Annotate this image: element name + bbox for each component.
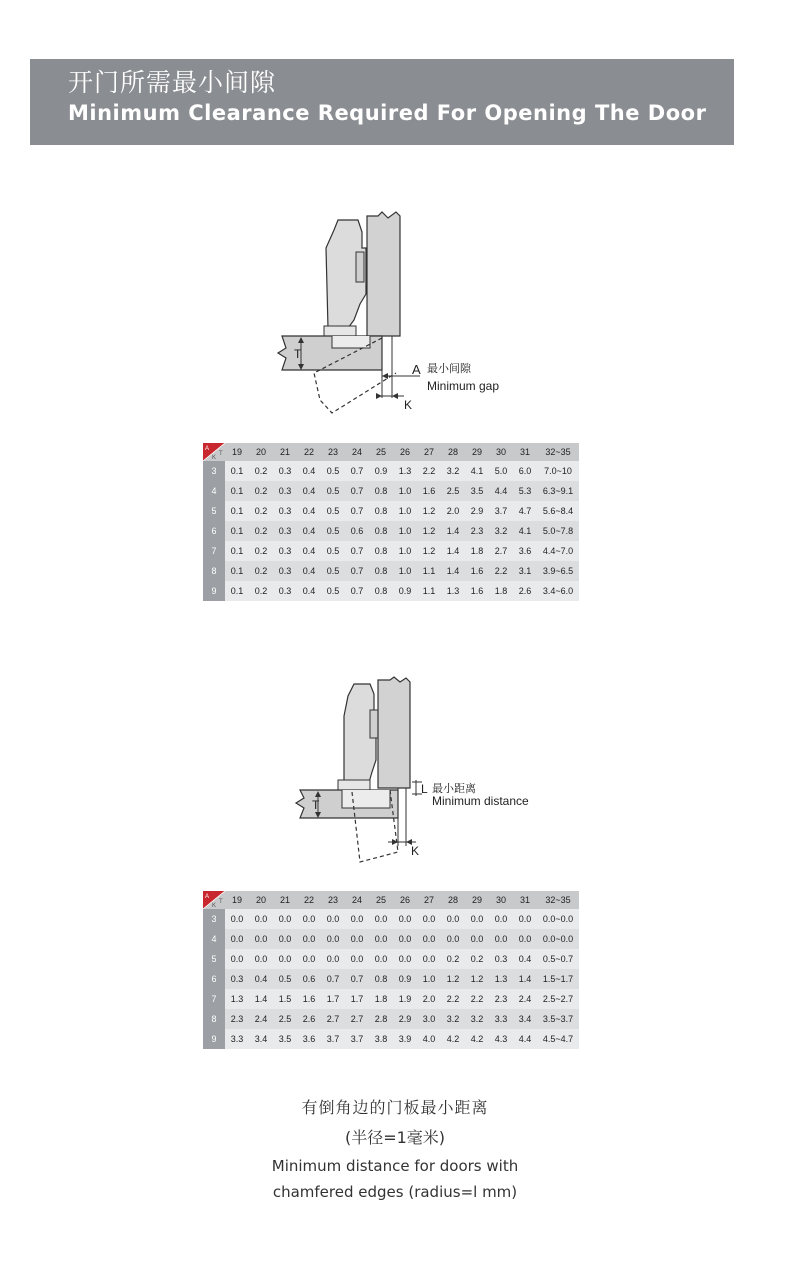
table-cell: 0.0 xyxy=(297,929,321,949)
table-cell: 0.1 xyxy=(225,481,249,501)
table-row xyxy=(203,1029,579,1049)
table-cell: 3.6 xyxy=(513,541,537,561)
table-cell: 2.5~2.7 xyxy=(537,989,579,1009)
table-cell: 0.0 xyxy=(321,909,345,929)
row-header-k: 9 xyxy=(203,581,225,601)
column-header: 30 xyxy=(489,891,513,909)
column-header: 29 xyxy=(465,891,489,909)
table-cell: 0.1 xyxy=(225,501,249,521)
table-cell: 2.2 xyxy=(417,461,441,481)
table-cell: 0.7 xyxy=(345,541,369,561)
column-header: 26 xyxy=(393,443,417,461)
table-row xyxy=(203,909,579,929)
table-cell: 0.4 xyxy=(297,521,321,541)
table-cell: 0.7 xyxy=(345,969,369,989)
hinge-distance-diagram xyxy=(290,676,550,872)
table-cell: 0.1 xyxy=(225,541,249,561)
column-header: 24 xyxy=(345,443,369,461)
table-cell: 1.8 xyxy=(369,989,393,1009)
table-cell: 2.6 xyxy=(513,581,537,601)
table-cell: 0.1 xyxy=(225,521,249,541)
table-row xyxy=(203,461,579,481)
caption-en-line2: chamfered edges (radius=l mm) xyxy=(272,1183,518,1201)
table-cell: 1.4 xyxy=(249,989,273,1009)
table-cell: 0.7 xyxy=(345,581,369,601)
table-cell: 0.0 xyxy=(489,929,513,949)
table-cell: 0.2 xyxy=(249,541,273,561)
table-cell: 0.2 xyxy=(249,521,273,541)
table-cell: 3.2 xyxy=(465,1009,489,1029)
table-cell: 0.0 xyxy=(513,929,537,949)
table-cell: 3.8 xyxy=(369,1029,393,1049)
column-header: 31 xyxy=(513,891,537,909)
table-cell: 0.0 xyxy=(249,949,273,969)
table-cell: 0.3 xyxy=(273,581,297,601)
row-header-k: 5 xyxy=(203,501,225,521)
table-cell: 0.4 xyxy=(297,501,321,521)
table-cell: 0.4 xyxy=(297,541,321,561)
column-header: 21 xyxy=(273,891,297,909)
table-cell: 0.2 xyxy=(249,461,273,481)
table-cell: 0.4 xyxy=(297,481,321,501)
table-cell: 2.3 xyxy=(489,989,513,1009)
table-cell: 3.5 xyxy=(465,481,489,501)
table-cell: 3.7 xyxy=(489,501,513,521)
table-cell: 0.0 xyxy=(273,909,297,929)
table-cell: 0.7 xyxy=(321,969,345,989)
table-cell: 0.8 xyxy=(369,501,393,521)
table-cell: 0.3 xyxy=(273,521,297,541)
table-cell: 2.7 xyxy=(321,1009,345,1029)
column-header: 23 xyxy=(321,443,345,461)
table-cell: 0.2 xyxy=(249,501,273,521)
table-cell: 3.4 xyxy=(513,1009,537,1029)
table-cell: 0.3 xyxy=(273,501,297,521)
table-row xyxy=(203,949,579,969)
table-cell: 1.2 xyxy=(417,541,441,561)
table-row xyxy=(203,581,579,601)
row-header-k: 4 xyxy=(203,481,225,501)
table-cell: 2.3 xyxy=(465,521,489,541)
caption-en-line1: Minimum distance for doors with xyxy=(271,1157,519,1175)
table-cell: 0.4 xyxy=(297,581,321,601)
row-header-k: 4 xyxy=(203,929,225,949)
table-cell: 0.5 xyxy=(321,501,345,521)
table-cell: 0.3 xyxy=(225,969,249,989)
table-cell: 4.1 xyxy=(465,461,489,481)
table-cell: 0.4 xyxy=(297,461,321,481)
table-cell: 1.8 xyxy=(489,581,513,601)
k-dimension-label: K xyxy=(411,844,420,858)
table-row xyxy=(203,929,579,949)
table-row xyxy=(203,501,579,521)
corner-t-label: T xyxy=(219,899,223,905)
table-cell: 3.0 xyxy=(417,1009,441,1029)
table-cell: 0.0 xyxy=(369,909,393,929)
table-cell: 0.1 xyxy=(225,581,249,601)
table-cell: 1.6 xyxy=(465,561,489,581)
table-cell: 4.4 xyxy=(489,481,513,501)
table-cell: 3.4 xyxy=(249,1029,273,1049)
table-cell: 2.7 xyxy=(345,1009,369,1029)
a-dimension-label: A xyxy=(412,362,421,377)
table-row xyxy=(203,969,579,989)
column-header: 22 xyxy=(297,891,321,909)
row-header-k: 7 xyxy=(203,541,225,561)
row-header-k: 7 xyxy=(203,989,225,1009)
table-cell: 0.0 xyxy=(345,949,369,969)
row-header-k: 6 xyxy=(203,969,225,989)
min-gap-note-zh: 最小间隙 xyxy=(427,363,471,375)
table-cell: 0.8 xyxy=(369,481,393,501)
table-cell: 3.9~6.5 xyxy=(537,561,579,581)
table-cell: 0.5 xyxy=(321,461,345,481)
table-cell: 0.4 xyxy=(513,949,537,969)
column-header: 31 xyxy=(513,443,537,461)
table-cell: 1.0 xyxy=(393,521,417,541)
table-cell: 0.3 xyxy=(489,949,513,969)
table-cell: 1.4 xyxy=(441,541,465,561)
table-cell: 0.0 xyxy=(441,909,465,929)
table-cell: 2.4 xyxy=(249,1009,273,1029)
table-cell: 1.0 xyxy=(393,501,417,521)
table-cell: 0.0 xyxy=(321,949,345,969)
table-cell: 6.0 xyxy=(513,461,537,481)
table-cell: 0.6 xyxy=(297,969,321,989)
table-cell: 2.7 xyxy=(489,541,513,561)
table-cell: 0.7 xyxy=(345,501,369,521)
table-cell: 4.1 xyxy=(513,521,537,541)
table-cell: 0.2 xyxy=(465,949,489,969)
table-cell: 0.4 xyxy=(249,969,273,989)
table-cell: 0.6 xyxy=(345,521,369,541)
table-cell: 0.0 xyxy=(393,909,417,929)
table-cell: 0.0~0.0 xyxy=(537,929,579,949)
column-header: 23 xyxy=(321,891,345,909)
table-cell: 2.0 xyxy=(441,501,465,521)
table-cell: 0.0 xyxy=(393,929,417,949)
row-header-k: 8 xyxy=(203,1009,225,1029)
table-cell: 4.0 xyxy=(417,1029,441,1049)
table-cell: 3.9 xyxy=(393,1029,417,1049)
min-distance-table xyxy=(203,891,579,1049)
column-header: 32~35 xyxy=(537,891,579,909)
table-cell: 0.0 xyxy=(225,949,249,969)
table-cell: 4.3 xyxy=(489,1029,513,1049)
table-cell: 5.0 xyxy=(489,461,513,481)
table-cell: 3.2 xyxy=(489,521,513,541)
column-header: 20 xyxy=(249,443,273,461)
row-header-k: 5 xyxy=(203,949,225,969)
caption-zh-radius: (半径=1毫米) xyxy=(344,1128,446,1147)
table-cell: 7.0~10 xyxy=(537,461,579,481)
row-header-k: 8 xyxy=(203,561,225,581)
table-cell: 0.2 xyxy=(249,561,273,581)
table-cell: 1.3 xyxy=(441,581,465,601)
table-cell: 0.0 xyxy=(345,929,369,949)
table-cell: 0.2 xyxy=(441,949,465,969)
corner-a-label: A xyxy=(205,894,210,900)
table-cell: 1.1 xyxy=(417,561,441,581)
page-title-zh: 开门所需最小间隙 xyxy=(68,68,277,97)
table-cell: 1.6 xyxy=(417,481,441,501)
column-header: 19 xyxy=(225,891,249,909)
table-cell: 0.0 xyxy=(225,929,249,949)
table-cell: 1.1 xyxy=(417,581,441,601)
table-cell: 5.3 xyxy=(513,481,537,501)
min-gap-note-en: Minimum gap xyxy=(427,379,500,393)
table-cell: 0.2 xyxy=(249,581,273,601)
table-cell: 2.6 xyxy=(297,1009,321,1029)
table-cell: 3.7 xyxy=(345,1029,369,1049)
min-gap-table xyxy=(203,443,579,601)
k-dimension-label: K xyxy=(404,398,413,412)
table-cell: 2.8 xyxy=(369,1009,393,1029)
table-cell: 0.5 xyxy=(321,581,345,601)
table-cell: 0.5 xyxy=(321,541,345,561)
row-header-k: 9 xyxy=(203,1029,225,1049)
table-cell: 0.8 xyxy=(369,541,393,561)
table-cell: 0.0 xyxy=(297,949,321,969)
table-cell: 2.9 xyxy=(393,1009,417,1029)
hinge-gap-diagram xyxy=(270,208,530,420)
table-cell: 0.7 xyxy=(345,561,369,581)
table-cell: 0.0 xyxy=(369,949,393,969)
table-cell: 4.7 xyxy=(513,501,537,521)
table-cell: 0.0 xyxy=(249,929,273,949)
table-cell: 0.8 xyxy=(369,581,393,601)
t-dimension-label: T xyxy=(312,798,320,812)
table-cell: 3.4~6.0 xyxy=(537,581,579,601)
table-cell: 0.0 xyxy=(417,929,441,949)
table-row xyxy=(203,541,579,561)
table-cell: 0.2 xyxy=(249,481,273,501)
t-dimension-label: T xyxy=(294,347,302,361)
table-cell: 0.0 xyxy=(321,929,345,949)
column-header: 26 xyxy=(393,891,417,909)
table-cell: 0.0 xyxy=(345,909,369,929)
table-cell: 1.5~1.7 xyxy=(537,969,579,989)
table-cell: 1.6 xyxy=(297,989,321,1009)
table-cell: 2.5 xyxy=(441,481,465,501)
table-cell: 2.4 xyxy=(513,989,537,1009)
table-cell: 0.9 xyxy=(393,969,417,989)
table-cell: 1.7 xyxy=(345,989,369,1009)
table-cell: 1.2 xyxy=(465,969,489,989)
table-cell: 3.1 xyxy=(513,561,537,581)
table-cell: 0.0 xyxy=(417,949,441,969)
table-cell: 0.1 xyxy=(225,561,249,581)
table-cell: 0.5 xyxy=(273,969,297,989)
table-cell: 1.2 xyxy=(417,501,441,521)
table-cell: 0.7 xyxy=(345,461,369,481)
table-cell: 3.3 xyxy=(489,1009,513,1029)
header-banner xyxy=(30,59,734,145)
table-row xyxy=(203,561,579,581)
table-corner-cell xyxy=(203,891,225,909)
table-cell: 1.0 xyxy=(393,541,417,561)
min-distance-note-en: Minimum distance xyxy=(432,794,529,808)
table-cell: 1.3 xyxy=(225,989,249,1009)
table-cell: 0.1 xyxy=(225,461,249,481)
column-header: 32~35 xyxy=(537,443,579,461)
table-cell: 0.0 xyxy=(369,929,393,949)
table-cell: 0.8 xyxy=(369,561,393,581)
table-cell: 0.8 xyxy=(369,969,393,989)
table-cell: 0.0 xyxy=(249,909,273,929)
table-cell: 0.0 xyxy=(465,929,489,949)
column-header: 19 xyxy=(225,443,249,461)
table-cell: 0.3 xyxy=(273,481,297,501)
table-cell: 1.3 xyxy=(489,969,513,989)
table-cell: 1.3 xyxy=(393,461,417,481)
table-cell: 0.4 xyxy=(297,561,321,581)
table-cell: 1.7 xyxy=(321,989,345,1009)
column-header: 25 xyxy=(369,443,393,461)
table-cell: 2.2 xyxy=(489,561,513,581)
table-row xyxy=(203,481,579,501)
column-header: 28 xyxy=(441,891,465,909)
table-cell: 2.3 xyxy=(225,1009,249,1029)
table-cell: 0.8 xyxy=(369,521,393,541)
table-cell: 1.0 xyxy=(393,561,417,581)
column-header: 24 xyxy=(345,891,369,909)
chamfer-caption xyxy=(0,1093,790,1205)
table-cell: 6.3~9.1 xyxy=(537,481,579,501)
table-cell: 3.3 xyxy=(225,1029,249,1049)
row-header-k: 6 xyxy=(203,521,225,541)
table-cell: 1.2 xyxy=(441,969,465,989)
row-header-k: 3 xyxy=(203,909,225,929)
table-cell: 0.7 xyxy=(345,481,369,501)
table-cell: 0.5 xyxy=(321,521,345,541)
corner-t-label: T xyxy=(219,451,223,457)
corner-k-label: K xyxy=(212,455,217,461)
table-cell: 0.5 xyxy=(321,481,345,501)
table-cell: 5.0~7.8 xyxy=(537,521,579,541)
column-header: 25 xyxy=(369,891,393,909)
table-cell: 1.5 xyxy=(273,989,297,1009)
table-cell: 0.0~0.0 xyxy=(537,909,579,929)
table-cell: 4.5~4.7 xyxy=(537,1029,579,1049)
table-cell: 0.0 xyxy=(513,909,537,929)
table-cell: 1.0 xyxy=(393,481,417,501)
table-corner-cell xyxy=(203,443,225,461)
table-cell: 0.0 xyxy=(225,909,249,929)
table-cell: 0.5 xyxy=(321,561,345,581)
table-cell: 1.0 xyxy=(417,969,441,989)
table-cell: 2.0 xyxy=(417,989,441,1009)
table-cell: 0.3 xyxy=(273,461,297,481)
table-cell: 1.9 xyxy=(393,989,417,1009)
table-cell: 3.6 xyxy=(297,1029,321,1049)
table-cell: 1.4 xyxy=(441,561,465,581)
table-cell: 1.4 xyxy=(513,969,537,989)
caption-zh-line: 有倒角边的门板最小距离 xyxy=(301,1098,489,1117)
table-cell: 1.8 xyxy=(465,541,489,561)
column-header: 27 xyxy=(417,443,441,461)
table-cell: 3.5 xyxy=(273,1029,297,1049)
table-cell: 4.2 xyxy=(465,1029,489,1049)
column-header: 28 xyxy=(441,443,465,461)
column-header: 20 xyxy=(249,891,273,909)
table-cell: 0.9 xyxy=(393,581,417,601)
table-cell: 1.6 xyxy=(465,581,489,601)
table-cell: 0.0 xyxy=(489,909,513,929)
table-cell: 0.0 xyxy=(273,929,297,949)
table-row xyxy=(203,1009,579,1029)
corner-k-label: K xyxy=(212,903,217,909)
table-cell: 2.5 xyxy=(273,1009,297,1029)
table-cell: 0.9 xyxy=(369,461,393,481)
table-header-row xyxy=(203,443,579,461)
table-cell: 0.0 xyxy=(273,949,297,969)
table-cell: 0.0 xyxy=(393,949,417,969)
min-distance-note-zh: 最小距离 xyxy=(432,783,476,795)
table-cell: 3.7 xyxy=(321,1029,345,1049)
column-header: 27 xyxy=(417,891,441,909)
row-header-k: 3 xyxy=(203,461,225,481)
column-header: 30 xyxy=(489,443,513,461)
table-header-row xyxy=(203,891,579,909)
table-cell: 0.5~0.7 xyxy=(537,949,579,969)
table-cell: 2.2 xyxy=(441,989,465,1009)
table-cell: 1.2 xyxy=(417,521,441,541)
table-cell: 4.4~7.0 xyxy=(537,541,579,561)
corner-a-label: A xyxy=(205,446,210,452)
page-title-en: Minimum Clearance Required For Opening The Door xyxy=(68,101,707,125)
table-cell: 3.2 xyxy=(441,461,465,481)
column-header: 21 xyxy=(273,443,297,461)
table-cell: 5.6~8.4 xyxy=(537,501,579,521)
table-cell: 4.4 xyxy=(513,1029,537,1049)
l-dimension-label: L xyxy=(421,782,428,796)
table-cell: 0.0 xyxy=(465,909,489,929)
column-header: 29 xyxy=(465,443,489,461)
table-cell: 3.5~3.7 xyxy=(537,1009,579,1029)
table-cell: 4.2 xyxy=(441,1029,465,1049)
table-cell: 3.2 xyxy=(441,1009,465,1029)
table-cell: 1.4 xyxy=(441,521,465,541)
table-cell: 0.0 xyxy=(297,909,321,929)
table-row xyxy=(203,521,579,541)
column-header: 22 xyxy=(297,443,321,461)
table-cell: 0.3 xyxy=(273,541,297,561)
table-cell: 2.2 xyxy=(465,989,489,1009)
table-cell: 2.9 xyxy=(465,501,489,521)
table-cell: 0.0 xyxy=(441,929,465,949)
table-cell: 0.3 xyxy=(273,561,297,581)
table-row xyxy=(203,989,579,1009)
table-cell: 0.0 xyxy=(417,909,441,929)
